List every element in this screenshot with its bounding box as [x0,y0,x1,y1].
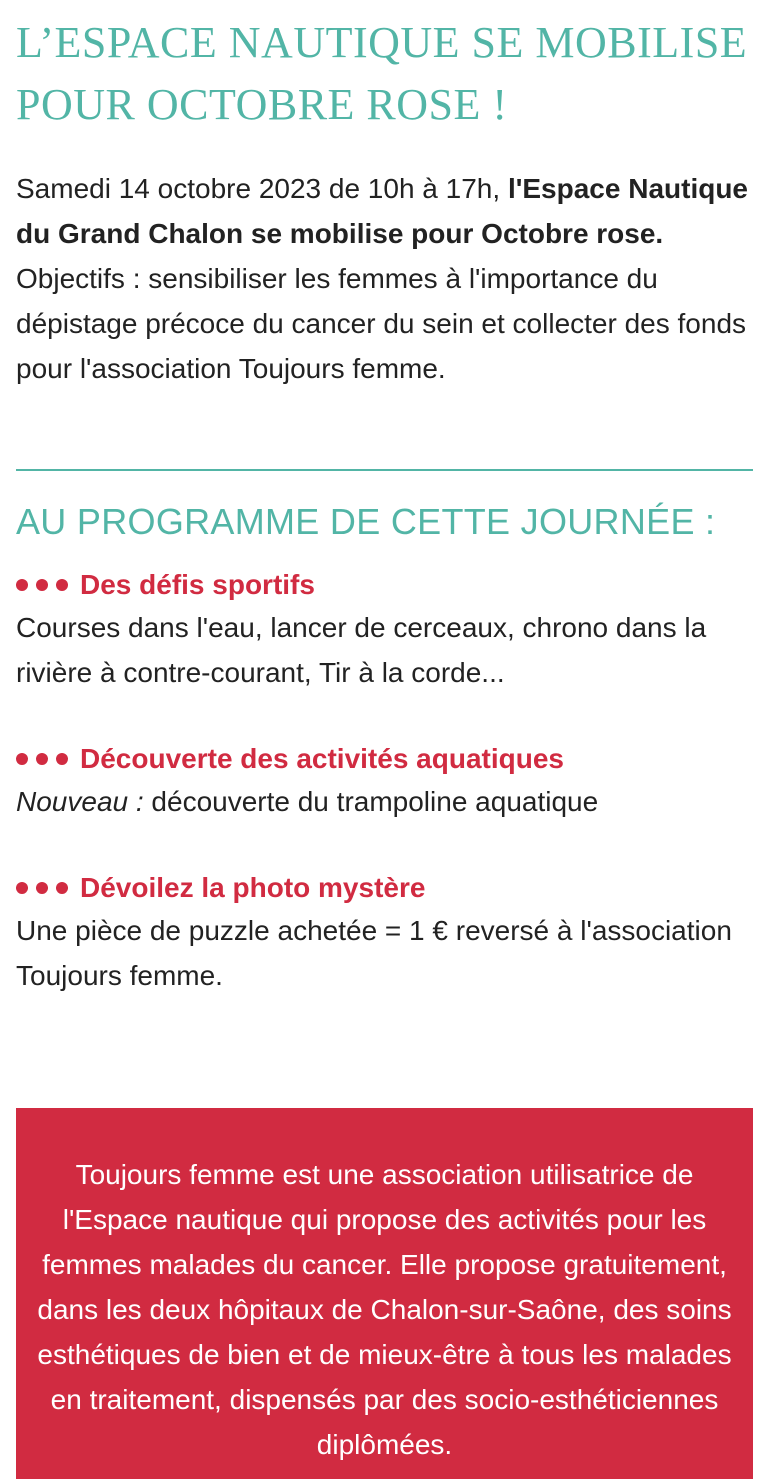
page-title: L’ESPACE NAUTIQUE SE MOBILISE POUR OCTOBRE ROSE ! [16,18,748,129]
intro-objectives: Objectifs : sensibiliser les femmes à l'importance du dépistage précoce du cancer du sein et collecter des fonds pour l'association Toujours femme. [16,263,747,384]
program-item-text: Une pièce de puzzle achetée = 1 € reversé à l'association Toujours femme. [16,915,732,991]
program-item-aquatic [16,739,753,824]
article [16,0,753,998]
section-divider [16,469,753,471]
new-label: Nouveau : [16,786,144,817]
program-title: AU PROGRAMME DE CETTE JOURNÉE : [16,501,716,542]
intro-lead-bold: l'Espace Nautique du Grand Chalon se mobilise pour Octobre rose. [16,173,749,249]
program-item-sports [16,565,753,695]
association-info-panel: Toujours femme est une association utilisatrice de l'Espace nautique qui propose des activités pour les femmes malades du cancer. Elle propose gratuitement, dans les deux hôpitaux de Chalon-sur-Saône, des soins esthétiques de bien et de mieux-être à tous les malades en traitement, dispensés par des socio-esthéticiennes diplômées. [16,1108,753,1479]
program-item-text-body: découverte du trampoline aquatique [143,786,599,817]
bullet-dots-icon [16,579,68,591]
bullet-dots-icon [16,753,68,765]
program-item-text: Courses dans l'eau, lancer de cerceaux, chrono dans la rivière à contre-courant, Tir à la corde... [16,612,707,688]
program-item-photo [16,868,753,998]
program-item-title-text: Dévoilez la photo mystère [80,872,426,903]
program-item-title-text: Découverte des activités aquatiques [80,743,564,774]
program-item-title [16,739,753,779]
intro-block [16,166,753,391]
program-item-title [16,565,753,605]
intro-paragraph [16,166,753,256]
program-item-title-text: Des défis sportifs [80,569,315,600]
intro-lead: Samedi 14 octobre 2023 de 10h à 17h, [16,173,508,204]
bullet-dots-icon [16,882,68,894]
program-item-text [16,779,753,824]
program-item-title [16,868,753,908]
